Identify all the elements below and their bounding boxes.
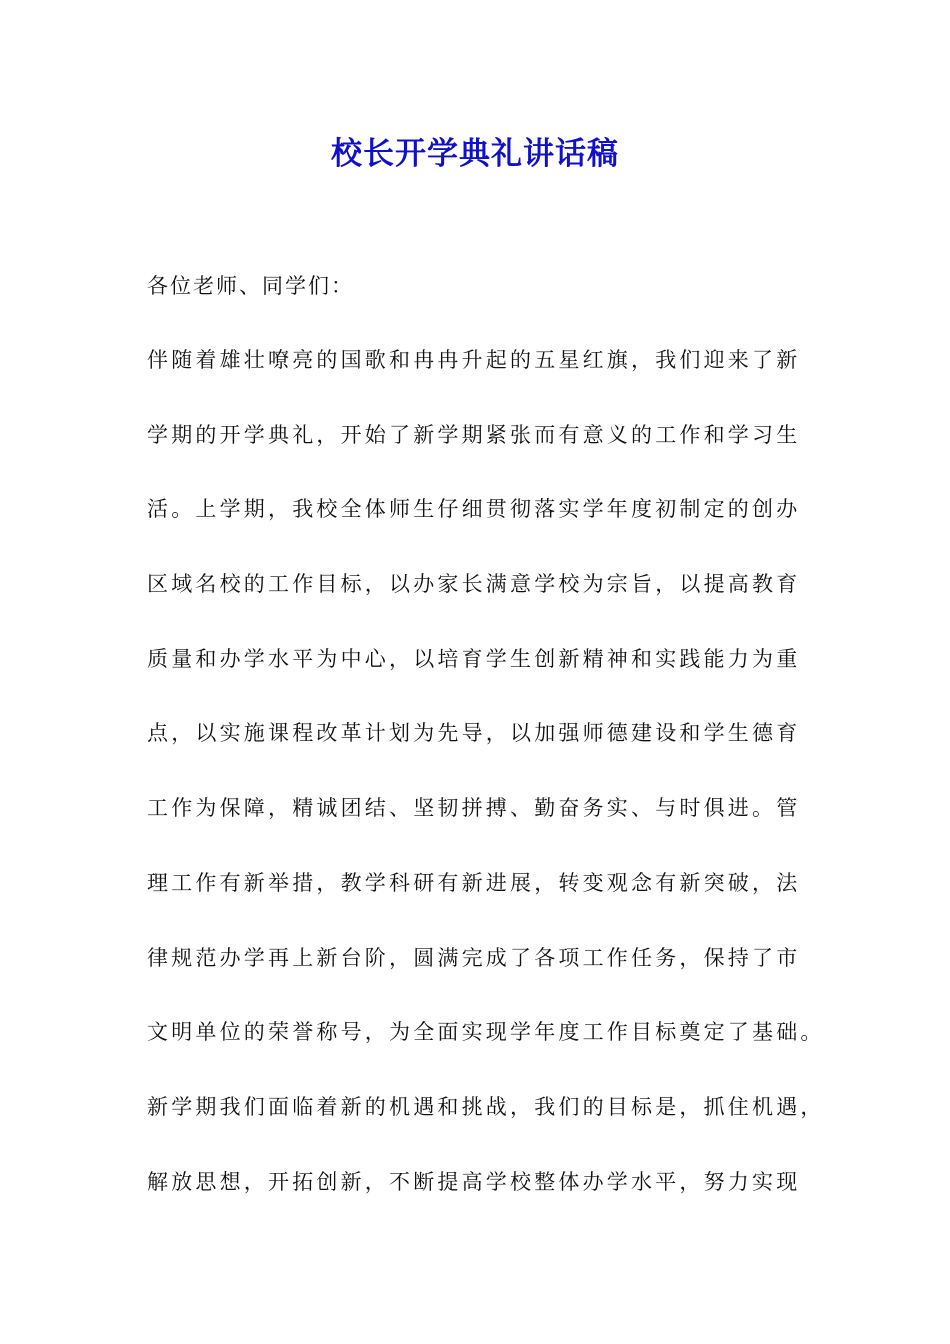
- text-line: 质量和办学水平为中心，以培育学生创新精神和实践能力为重: [147, 646, 801, 671]
- text-line: 解放思想，开拓创新，不断提高学校整体办学水平，努力实现: [147, 1169, 801, 1194]
- text-line: 区域名校的工作目标，以办家长满意学校为宗旨，以提高教育: [147, 572, 801, 597]
- salutation: 各位老师、同学们：: [147, 274, 354, 298]
- text-line: 新学期我们面临着新的机遇和挑战，我们的目标是，抓住机遇，: [147, 1094, 825, 1119]
- text-line: 律规范办学再上新台阶，圆满完成了各项工作任务，保持了市: [147, 945, 801, 970]
- text-line: 学期的开学典礼，开始了新学期紧张而有意义的工作和学习生: [147, 422, 801, 447]
- text-line: 伴随着雄壮嘹亮的国歌和冉冉升起的五星红旗，我们迎来了新: [147, 348, 801, 372]
- text-line: 工作为保障，精诚团结、坚韧拼搏、勤奋务实、与时俱进。管: [147, 796, 801, 821]
- text-line: 活。上学期，我校全体师生仔细贯彻落实学年度初制定的创办: [147, 497, 801, 522]
- text-line: 点，以实施课程改革计划为先导，以加强师德建设和学生德育: [147, 721, 801, 746]
- text-line: 文明单位的荣誉称号，为全面实现学年度工作目标奠定了基础。: [147, 1020, 825, 1045]
- text-line: 理工作有新举措，教学科研有新进展，转变观念有新突破，法: [147, 870, 801, 895]
- page-title: 校长开学典礼讲话稿: [331, 136, 619, 172]
- body-text: [147, 338, 847, 1234]
